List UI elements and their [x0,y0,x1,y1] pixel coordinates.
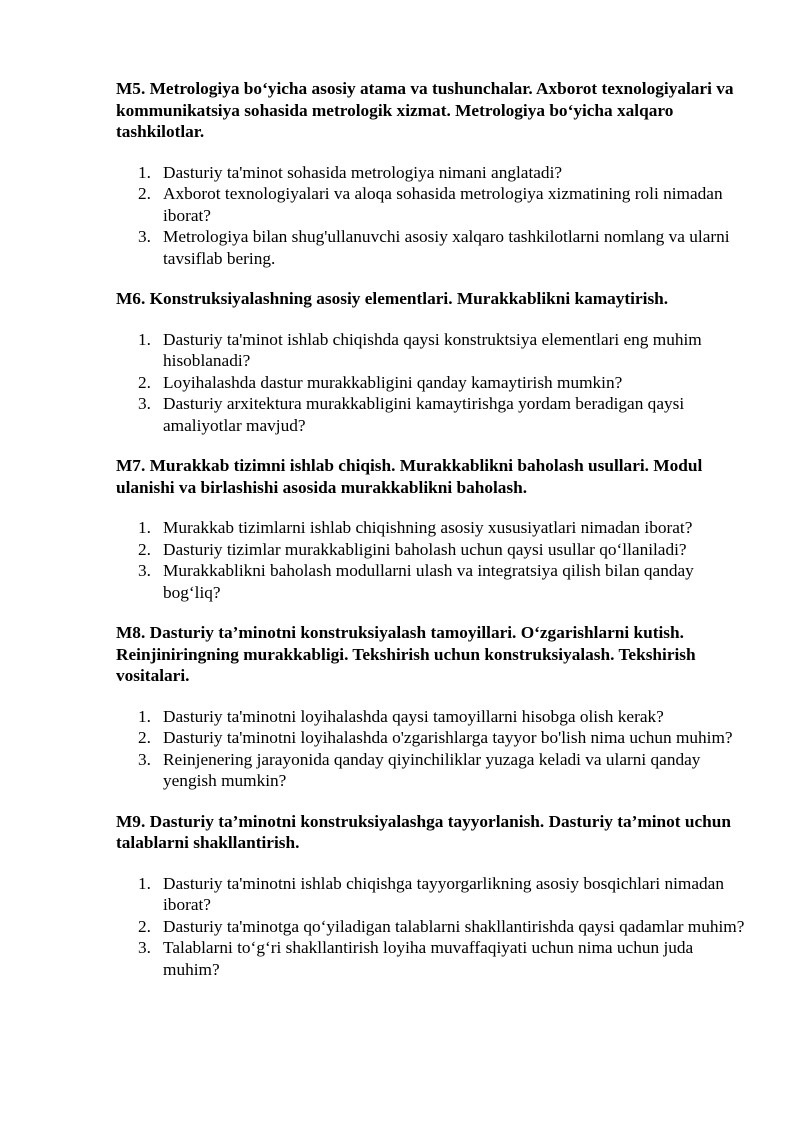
question-item [116,749,748,792]
question-list [116,329,748,437]
question-item [116,539,748,561]
question-number: 2. [138,539,151,559]
question-number: 3. [138,227,151,246]
question-item [116,517,748,539]
question-text: Axborot texnologiyalari va aloqa sohasida metrologiya xizmatining roli nimadan iborat? [163,184,723,225]
question-item [116,727,748,749]
question-list [116,162,748,270]
section-m9 [116,811,748,981]
question-number: 1. [138,162,151,182]
question-number: 1. [138,706,151,726]
question-text: Dasturiy ta'minotga qo‘yiladigan talablarni shakllantirishda qaysi qadamlar muhim? [163,916,745,936]
question-number: 2. [138,184,151,203]
question-number: 2. [138,728,151,747]
question-text: Murakkablikni baholash modullarni ulash va integratsiya qilish bilan qanday bog‘liq? [163,561,694,602]
section-title: M7. Murakkab tizimni ishlab chiqish. Murakkablikni baholash usullari. Modul ulanishi va birlashishi asosida murakkablikni baholash. [116,456,703,497]
document-page [116,78,748,999]
question-number: 1. [138,873,151,893]
question-item [116,916,748,938]
question-item [116,183,748,226]
question-item [116,226,748,269]
question-list [116,517,748,603]
section-title: M9. Dasturiy ta’minotni konstruksiyalashga tayyorlanish. Dasturiy ta’minot uchun talablarni shakllantirish. [116,811,731,852]
question-list [116,873,748,981]
question-item [116,937,748,980]
question-text: Murakkab tizimlarni ishlab chiqishning asosiy xususiyatlari nimadan iborat? [163,518,693,537]
question-item [116,329,748,372]
question-list [116,706,748,792]
question-text: Loyihalashda dastur murakkabligini qanday kamaytirish mumkin? [163,372,623,392]
question-text: Dasturiy tizimlar murakkabligini baholash uchun qaysi usullar qo‘llaniladi? [163,539,687,559]
question-text: Dasturiy arxitektura murakkabligini kamaytirishga yordam beradigan qaysi amaliyotlar mavjud? [163,394,685,435]
question-number: 3. [138,749,151,769]
section-m6 [116,288,748,436]
question-number: 2. [138,916,151,936]
question-item [116,873,748,916]
section-title: M5. Metrologiya bo‘yicha asosiy atama va tushunchalar. Axborot texnologiyalari va kommunikatsiya sohasida metrologik xizmat. Metrologiya bo‘yicha xalqaro tashkilotlar. [116,79,734,141]
question-text: Dasturiy ta'minotni loyihalashda qaysi tamoyillarni hisobga olish kerak? [163,706,664,726]
question-text: Dasturiy ta'minotni loyihalashda o'zgarishlarga tayyor bo'lish nima uchun muhim? [163,728,733,747]
section-title: M8. Dasturiy ta’minotni konstruksiyalash tamoyillari. O‘zgarishlarni kutish. Reinjiniringning murakkabligi. Tekshirish uchun konstruksiyalash. Tekshirish vositalari. [116,623,696,685]
question-item [116,372,748,394]
question-number: 2. [138,372,151,392]
question-text: Dasturiy ta'minot ishlab chiqishda qaysi konstruktsiya elementlari eng muhim hisoblanadi? [163,329,702,370]
question-number: 1. [138,329,151,349]
question-text: Talablarni to‘g‘ri shakllantirish loyiha muvaffaqiyati uchun nima uchun juda muhim? [163,938,694,979]
question-text: Dasturiy ta'minotni ishlab chiqishga tayyorgarlikning asosiy bosqichlari nimadan iborat? [163,873,724,914]
question-text: Reinjenering jarayonida qanday qiyinchiliklar yuzaga keladi va ularni qanday yengish mumkin? [163,749,701,790]
question-number: 3. [138,938,151,957]
section-title: M6. Konstruksiyalashning asosiy elementlari. Murakkablikni kamaytirish. [116,289,669,308]
question-item [116,393,748,436]
question-item [116,162,748,184]
question-item [116,560,748,603]
question-text: Dasturiy ta'minot sohasida metrologiya nimani anglatadi? [163,162,563,182]
question-number: 3. [138,394,151,413]
question-number: 1. [138,518,151,537]
section-m8 [116,622,748,792]
question-text: Metrologiya bilan shug'ullanuvchi asosiy xalqaro tashkilotlarni nomlang va ularni tavsiflab bering. [163,227,730,268]
section-m7 [116,455,748,603]
question-number: 3. [138,561,151,580]
section-m5 [116,78,748,269]
question-item [116,706,748,728]
